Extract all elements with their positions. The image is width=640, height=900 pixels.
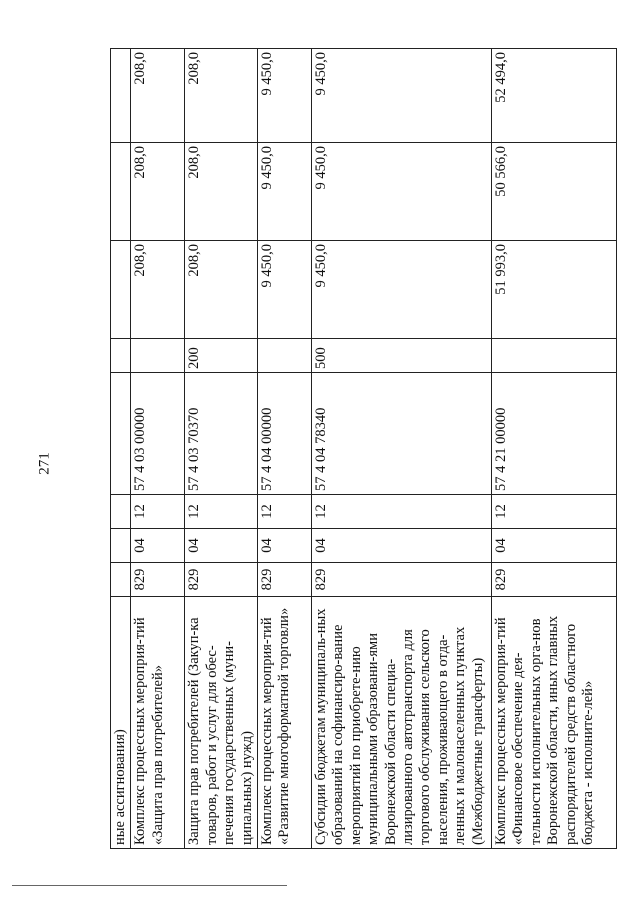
- rz-cell: 04: [312, 529, 492, 563]
- row-name-cell: Субсидии бюджетам муниципаль-ных образований на софинансиро-вание мероприятий по приобрете-нию муниципальными образовани-ями Воронежской области специа-лизированного автотранспорта для торгового обслуживания сельского населения, проживающего в отда-ленных и малонаселенных пунктах (Межбюджетные трансферты): [312, 597, 492, 849]
- vr-cell: [492, 339, 617, 373]
- value-cell-3: 208,0: [185, 49, 258, 143]
- table-row: [111, 49, 131, 849]
- csr-cell: [111, 373, 131, 495]
- pr-cell: 12: [258, 495, 312, 529]
- grbs-cell: 829: [131, 563, 185, 597]
- value-cell-2: [111, 143, 131, 241]
- vr-cell: [111, 339, 131, 373]
- csr-cell: 57 4 03 70370: [185, 373, 258, 495]
- rz-cell: 04: [492, 529, 617, 563]
- table-row: [185, 49, 258, 849]
- budget-table: [110, 48, 617, 849]
- row-name-cell: Комплекс процессных мероприя-тий «Финансовое обеспечение дея-тельности исполнительных орга-нов Воронежской области, иных главных распорядителей средств областного бюджета - исполните-лей»: [492, 597, 617, 849]
- grbs-cell: 829: [492, 563, 617, 597]
- grbs-cell: 829: [185, 563, 258, 597]
- rz-cell: 04: [131, 529, 185, 563]
- table-row: [492, 49, 617, 849]
- value-cell-2: 9 450,0: [312, 143, 492, 241]
- rz-cell: [111, 529, 131, 563]
- pr-cell: 12: [492, 495, 617, 529]
- value-cell-2: 208,0: [131, 143, 185, 241]
- table-row: [312, 49, 492, 849]
- csr-cell: 57 4 04 00000: [258, 373, 312, 495]
- value-cell-2: 208,0: [185, 143, 258, 241]
- csr-cell: 57 4 04 78340: [312, 373, 492, 495]
- value-cell-3: 52 494,0: [492, 49, 617, 143]
- rz-cell: 04: [258, 529, 312, 563]
- pr-cell: 12: [131, 495, 185, 529]
- vr-cell: [258, 339, 312, 373]
- grbs-cell: 829: [312, 563, 492, 597]
- table-row: [131, 49, 185, 849]
- page-number: 271: [36, 452, 53, 475]
- table-row: [258, 49, 312, 849]
- value-cell-3: 208,0: [131, 49, 185, 143]
- pr-cell: 12: [312, 495, 492, 529]
- vr-cell: 200: [185, 339, 258, 373]
- grbs-cell: 829: [258, 563, 312, 597]
- row-name-cell: Защита прав потребителей (Закуп-ка товаров, работ и услуг для обес-печения государственных (муни-ципальных) нужд): [185, 597, 258, 849]
- csr-cell: 57 4 03 00000: [131, 373, 185, 495]
- value-cell-1: 9 450,0: [312, 241, 492, 339]
- value-cell-2: 50 566,0: [492, 143, 617, 241]
- value-cell-1: 208,0: [131, 241, 185, 339]
- csr-cell: 57 4 21 00000: [492, 373, 617, 495]
- vr-cell: [131, 339, 185, 373]
- grbs-cell: [111, 563, 131, 597]
- row-name-cell: Комплекс процессных мероприя-тий «Развитие многоформатной торговли»: [258, 597, 312, 849]
- pr-cell: [111, 495, 131, 529]
- rz-cell: 04: [185, 529, 258, 563]
- value-cell-3: [111, 49, 131, 143]
- value-cell-1: 9 450,0: [258, 241, 312, 339]
- row-name-cell: Комплекс процессных мероприя-тий «Защита прав потребителей»: [131, 597, 185, 849]
- row-name-cell: ные ассигнования): [111, 597, 131, 849]
- value-cell-1: 208,0: [185, 241, 258, 339]
- value-cell-3: 9 450,0: [258, 49, 312, 143]
- value-cell-1: 51 993,0: [492, 241, 617, 339]
- value-cell-1: [111, 241, 131, 339]
- budget-table-rotated: [110, 49, 640, 849]
- vr-cell: 500: [312, 339, 492, 373]
- value-cell-2: 9 450,0: [258, 143, 312, 241]
- bottom-rule: [12, 885, 287, 886]
- pr-cell: 12: [185, 495, 258, 529]
- value-cell-3: 9 450,0: [312, 49, 492, 143]
